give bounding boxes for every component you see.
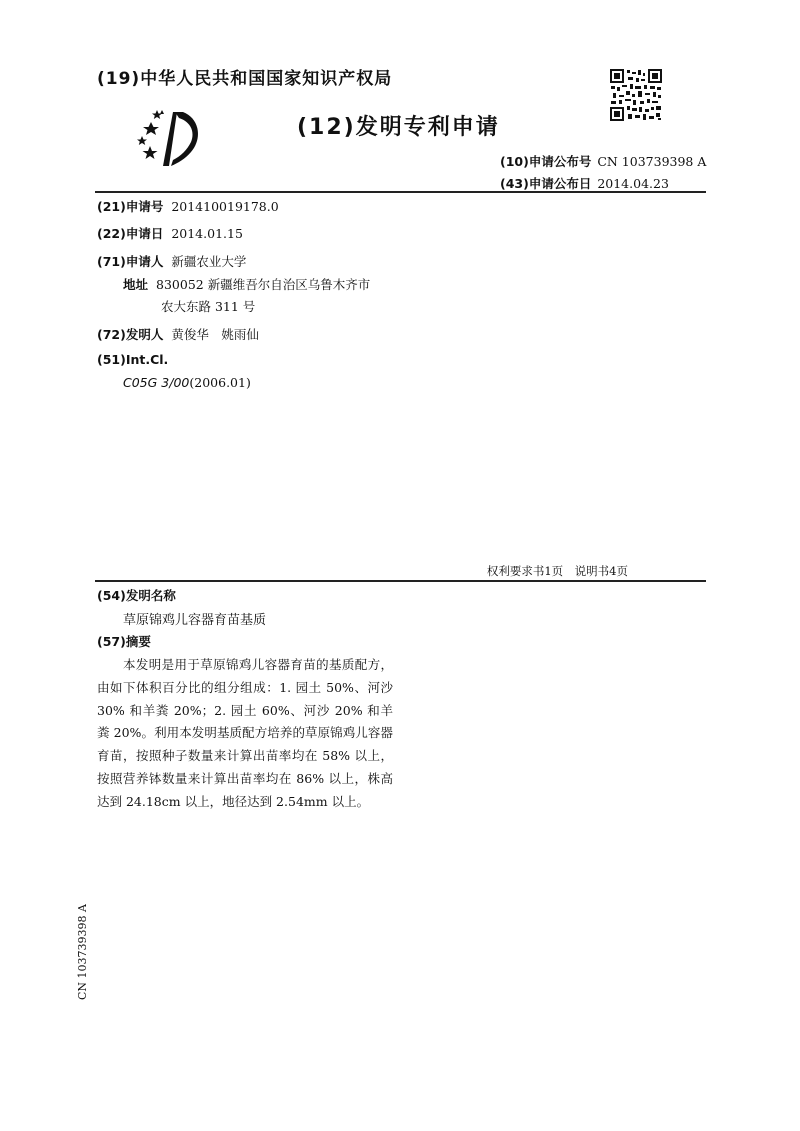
page-count: 权利要求书1页 说明书4页 [486, 564, 628, 578]
office-code: (19) [97, 69, 141, 89]
office-name: 中华人民共和国国家知识产权局 [140, 69, 393, 89]
abstract-label-row [97, 632, 151, 650]
applicant-label: (71)申请人 [97, 254, 164, 269]
ipc-code: C05G 3/00 [123, 375, 190, 390]
cnipa-emblem-icon [133, 108, 208, 170]
publication-number-label: (10)申请公布号 [500, 154, 592, 169]
address-line2: 农大东路 311 号 [161, 299, 256, 314]
title-label: (54)发明名称 [97, 588, 176, 603]
inventor-row [97, 325, 259, 343]
publication-number: CN 103739398 A [597, 154, 707, 169]
application-date-label: (22)申请日 [97, 226, 164, 241]
applicant-row [97, 252, 246, 270]
office-header [97, 64, 392, 89]
invention-title: 草原锦鸡儿容器育苗基质 [123, 613, 267, 628]
ipc-label: (51)Int.Cl. [97, 352, 169, 367]
abstract-text: 本发明是用于草原锦鸡儿容器育苗的基质配方，由如下体积百分比的组分组成：1. 园土 50%、河沙 30% 和羊粪 20%；2. 园土 60%、河沙 20% 和羊粪 20%。利用本发明基质配方培养的草原锦鸡儿容器育苗，按照种子数量来计算出苗率均在 58% 以上，按照营养钵数量来计算出苗率均在 86% 以上，株高达到 24.18cm 以上，地径达到 2.54mm 以上。 [97, 657, 393, 809]
qr-code-icon [610, 69, 662, 121]
applicant-name: 新疆农业大学 [171, 254, 247, 269]
address-row [123, 275, 370, 293]
inventor-names: 黄俊华 姚雨仙 [171, 327, 259, 342]
publication-date-row [500, 174, 669, 192]
application-date: 2014.01.15 [171, 226, 243, 241]
application-number-row [97, 197, 279, 215]
section-divider [95, 580, 706, 582]
address-label: 地址 [123, 277, 149, 292]
address-line1: 830052 新疆维吾尔自治区乌鲁木齐市 [156, 277, 371, 292]
application-date-row [97, 224, 243, 242]
publication-date: 2014.04.23 [597, 176, 669, 191]
application-number-label: (21)申请号 [97, 199, 164, 214]
ipc-version: (2006.01) [189, 375, 251, 390]
doc-type-name: 发明专利申请 [355, 115, 500, 140]
publication-date-label: (43)申请公布日 [500, 176, 592, 191]
ipc-classification [123, 375, 251, 390]
title-label-row [97, 586, 176, 604]
header-divider [95, 191, 706, 193]
inventor-label: (72)发明人 [97, 327, 164, 342]
application-number: 201410019178.0 [171, 199, 279, 214]
publication-number-row [500, 152, 706, 170]
ipc-label-row [97, 352, 168, 367]
document-type [297, 110, 500, 141]
side-publication-code: CN 103739398 A [76, 904, 89, 1000]
doc-code: (12) [297, 115, 356, 140]
abstract-label: (57)摘要 [97, 634, 151, 649]
